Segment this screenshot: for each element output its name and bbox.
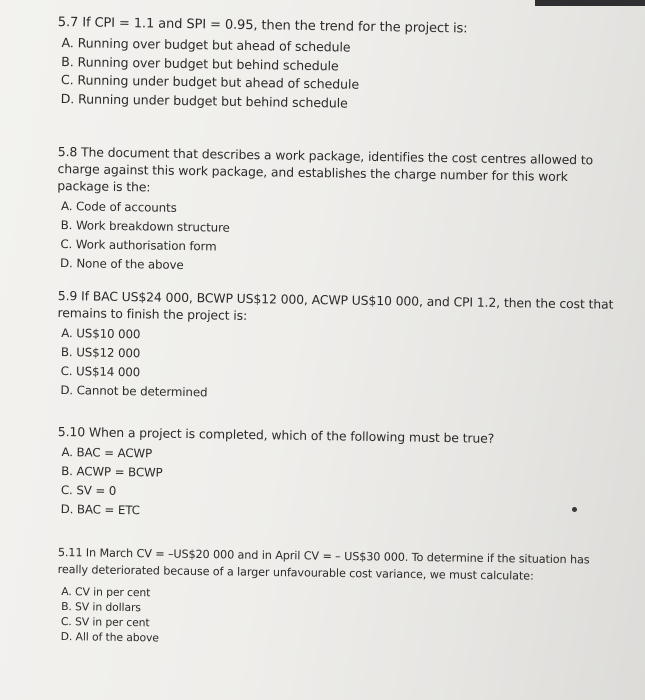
option-list <box>60 197 617 282</box>
option-list <box>60 443 617 528</box>
option-d: D. BAC = ETC <box>60 502 140 518</box>
option-c: C. SV in per cent <box>60 615 150 630</box>
question-text: 5.11 In March CV = –US$20 000 and in April CV = – US$30 000. To determine if the situation has really deteriorated because of a larger unfavourable cost variance, we must calculate: <box>57 545 590 583</box>
option-list <box>61 34 618 117</box>
option-list <box>60 324 617 409</box>
option-list <box>61 584 618 652</box>
option-c: C. US$14 000 <box>60 364 141 380</box>
option-b: B. Running over budget but behind schedule <box>61 53 339 73</box>
option-c: C. Work authorisation form <box>60 237 217 254</box>
option-c: C. SV = 0 <box>60 483 117 498</box>
option-a: A. CV in per cent <box>61 585 151 600</box>
top-edge-strip <box>535 0 645 6</box>
option-a: A. Running over budget but ahead of schedule <box>61 35 351 55</box>
option-b: B. ACWP = BCWP <box>61 464 163 480</box>
question-text: 5.10 When a project is completed, which of the following must be true? <box>57 423 495 446</box>
question-text: 5.8 The document that describes a work package, identifies the cost centres allowed to charge against this work package, and establishes the charge number for this work package is the: <box>57 143 594 195</box>
option-d: D. None of the above <box>60 256 184 272</box>
option-d: D. All of the above <box>60 630 159 645</box>
question-5-9 <box>56 287 618 409</box>
stray-mark <box>572 507 577 512</box>
question-text: 5.9 If BAC US$24 000, BCWP US$12 000, ACWP US$10 000, and CPI 1.2, then the cost that remains to finish the project is: <box>57 287 614 323</box>
question-5-7 <box>57 14 618 117</box>
option-a: A. Code of accounts <box>60 199 177 215</box>
question-text: 5.7 If CPI = 1.1 and SPI = 0.95, then the trend for the project is: <box>57 14 468 37</box>
option-a: A. US$10 000 <box>61 326 141 342</box>
option-c: C. Running under budget but ahead of schedule <box>60 72 360 92</box>
option-b: B. SV in dollars <box>61 600 141 615</box>
option-d: D. Cannot be determined <box>60 383 208 400</box>
question-5-11 <box>57 544 618 652</box>
option-d: D. Running under budget but behind schedule <box>60 90 348 111</box>
option-a: A. BAC = ACWP <box>61 445 153 461</box>
option-b: B. Work breakdown structure <box>60 218 230 235</box>
question-5-10 <box>56 423 617 528</box>
question-5-8 <box>56 143 618 282</box>
option-b: B. US$12 000 <box>60 345 141 361</box>
